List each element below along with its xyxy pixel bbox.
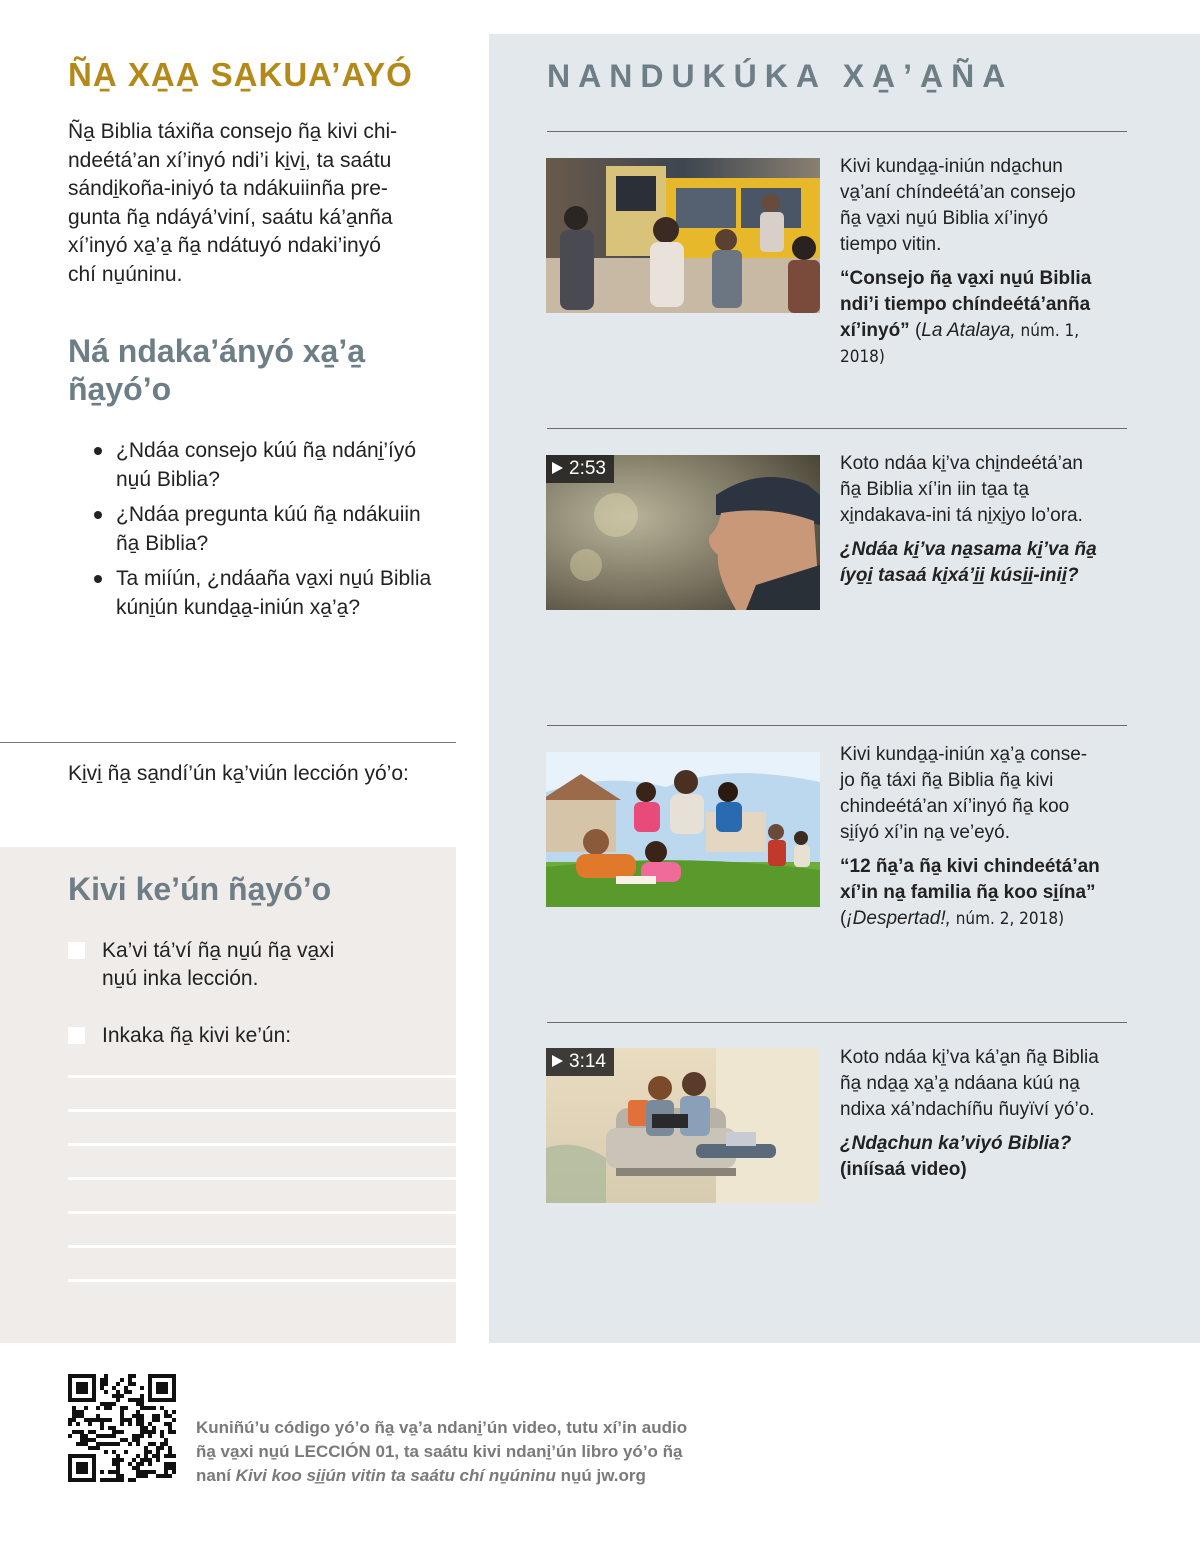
qr-module — [168, 1422, 172, 1426]
qr-module — [152, 1406, 156, 1410]
qr-module — [128, 1390, 132, 1394]
qr-finder — [76, 1462, 88, 1474]
qr-module — [140, 1470, 144, 1474]
qr-module — [148, 1458, 152, 1462]
qr-module — [140, 1430, 144, 1434]
item-text — [840, 451, 1120, 589]
qr-module — [76, 1410, 80, 1414]
qr-module — [140, 1414, 144, 1418]
qr-module — [140, 1434, 144, 1438]
qr-module — [136, 1410, 140, 1414]
qr-module — [104, 1378, 108, 1382]
qr-module — [128, 1418, 132, 1422]
qr-module — [168, 1462, 172, 1466]
writing-line[interactable] — [68, 1143, 456, 1146]
qr-module — [132, 1458, 136, 1462]
video-title: ¿Ndáa ki̱’va na̱sama ki̱’va ña̱ íyo̱i̱ tasaá ki̱xá’i̱i̱ kúsi̱i̱-inii̱? — [840, 539, 1097, 586]
qr-module — [108, 1442, 112, 1446]
writing-line[interactable] — [68, 1211, 456, 1214]
qr-module — [104, 1390, 108, 1394]
qr-module — [76, 1422, 80, 1426]
qr-module — [140, 1398, 144, 1402]
video-note: (iníísaá video) — [840, 1159, 967, 1180]
play-icon — [552, 462, 563, 474]
qr-module — [132, 1466, 136, 1470]
item-text — [840, 742, 1120, 932]
qr-module — [116, 1462, 120, 1466]
qr-module — [136, 1442, 140, 1446]
qr-module — [108, 1406, 112, 1410]
qr-module — [80, 1442, 84, 1446]
qr-module — [116, 1398, 120, 1402]
publication-name: La Atalaya, — [921, 320, 1016, 341]
qr-module — [164, 1410, 168, 1414]
qr-module — [144, 1430, 148, 1434]
qr-module — [116, 1454, 120, 1458]
qr-module — [124, 1406, 128, 1410]
qr-module — [88, 1418, 92, 1422]
qr-module — [136, 1414, 140, 1418]
qr-module — [128, 1462, 132, 1466]
qr-module — [172, 1418, 176, 1422]
qr-module — [140, 1474, 144, 1478]
qr-module — [100, 1470, 104, 1474]
qr-module — [124, 1386, 128, 1390]
qr-module — [100, 1422, 104, 1426]
qr-module — [152, 1454, 156, 1458]
goal-item — [68, 937, 448, 993]
writing-line[interactable] — [68, 1109, 456, 1112]
item-description: Kivi kunda̱a̱-iniún nda̱chun va̱’aní chíndeétá’an consejo ña̱ va̱xi nu̱ú Biblia xí’inyó tiempo vitin. — [840, 156, 1076, 255]
qr-module — [128, 1382, 132, 1386]
qr-module — [132, 1434, 136, 1438]
qr-module — [152, 1414, 156, 1418]
qr-module — [104, 1402, 108, 1406]
qr-module — [160, 1406, 164, 1410]
video-duration: 2:53 — [546, 455, 614, 483]
qr-module — [92, 1418, 96, 1422]
qr-module — [128, 1374, 132, 1378]
qr-module — [100, 1418, 104, 1422]
qr-module — [100, 1442, 104, 1446]
qr-module — [112, 1394, 116, 1398]
qr-module — [120, 1430, 124, 1434]
qr-module — [120, 1378, 124, 1382]
qr-module — [152, 1430, 156, 1434]
qr-module — [164, 1438, 168, 1442]
item-description: Koto ndáa ki̱’va chi̱ndeétá’an ña̱ Biblia xí’in iin ta̱a ta̱ xi̱ndakava-ini tá ni̱xi̱yo lo’ora. — [840, 453, 1083, 526]
qr-module — [164, 1470, 168, 1474]
qr-finder — [156, 1382, 168, 1394]
qr-module — [148, 1434, 152, 1438]
qr-module — [136, 1438, 140, 1442]
writing-line[interactable] — [68, 1245, 456, 1248]
left-divider — [0, 742, 456, 743]
qr-module — [116, 1442, 120, 1446]
qr-module — [164, 1414, 168, 1418]
qr-module — [136, 1462, 140, 1466]
article-reference[interactable]: “12 ña̱’a ña̱ kivi chindeétá’an xí’in na̱ familia ña̱ koo si̱ína” (¡Despertad!, núm. 2, 2018) — [840, 856, 1100, 929]
qr-module — [140, 1418, 144, 1422]
qr-module — [120, 1478, 124, 1482]
qr-module — [136, 1474, 140, 1478]
qr-module — [164, 1454, 168, 1458]
qr-module — [128, 1478, 132, 1482]
qr-module — [96, 1418, 100, 1422]
qr-module — [88, 1446, 92, 1450]
qr-module — [116, 1474, 120, 1478]
qr-module — [76, 1430, 80, 1434]
qr-module — [128, 1378, 132, 1382]
qr-module — [124, 1450, 128, 1454]
qr-module — [152, 1426, 156, 1430]
play-icon — [552, 1055, 563, 1067]
qr-module — [104, 1374, 108, 1378]
qr-module — [132, 1374, 136, 1378]
qr-module — [92, 1446, 96, 1450]
qr-module — [160, 1442, 164, 1446]
qr-module — [124, 1438, 128, 1442]
qr-module — [168, 1426, 172, 1430]
qr-module — [140, 1422, 144, 1426]
qr-module — [160, 1474, 164, 1478]
qr-module — [104, 1442, 108, 1446]
qr-module — [100, 1386, 104, 1390]
qr-module — [156, 1418, 160, 1422]
qr-module — [88, 1438, 92, 1442]
qr-module — [116, 1458, 120, 1462]
qr-module — [112, 1462, 116, 1466]
qr-module — [124, 1390, 128, 1394]
qr-code-icon — [68, 1374, 176, 1482]
main-heading: ÑA̱ XA̱A̱ SA̱KUA’AYÓ — [68, 56, 413, 93]
qr-module — [144, 1470, 148, 1474]
family-illustration — [546, 752, 820, 907]
qr-module — [172, 1462, 176, 1466]
qr-module — [76, 1414, 80, 1418]
qr-module — [80, 1434, 84, 1438]
qr-module — [116, 1394, 120, 1398]
qr-module — [164, 1462, 168, 1466]
qr-finder — [76, 1382, 88, 1394]
qr-module — [112, 1402, 116, 1406]
research-heading: NANDUKÚKA XA̱’A̱ÑA — [547, 58, 1014, 94]
qr-module — [104, 1406, 108, 1410]
qr-module — [120, 1414, 124, 1418]
qr-module — [112, 1458, 116, 1462]
qr-module — [132, 1382, 136, 1386]
publication-number: núm. 2, 2018) — [950, 909, 1065, 929]
qr-module — [140, 1406, 144, 1410]
qr-module — [144, 1450, 148, 1454]
item-description: Kivi kunda̱a̱-iniún xa̱’a̱ conse- jo ña̱ táxi ña̱ Biblia ña̱ kivi chindeétá’an xí’inyó ña̱ koo si̱íyó xí’in na̱ ve’eyó. — [840, 744, 1088, 843]
qr-module — [148, 1406, 152, 1410]
qr-module — [104, 1450, 108, 1454]
qr-module — [100, 1434, 104, 1438]
footer-text: Kuniñú’u código yó’o ña̱ va̱’a ndani̱’ún video, tutu xí’in audio ña̱ va̱xi nu̱ú LECCIÓN 01, ta saátu kivi ndani̱’ún libro yó’o ña̱ naní Kivi koo si̱i̱ún vitin ta saátu chí nu̱úninu nu̱ú jw.org — [196, 1418, 688, 1485]
qr-module — [164, 1466, 168, 1470]
video-title-link[interactable] — [840, 1131, 1120, 1183]
qr-module — [116, 1478, 120, 1482]
qr-module — [120, 1438, 124, 1442]
qr-module — [168, 1430, 172, 1434]
qr-module — [164, 1442, 168, 1446]
qr-module — [104, 1478, 108, 1482]
qr-module — [68, 1434, 72, 1438]
qr-module — [128, 1398, 132, 1402]
date-learned-label: Ki̱vi̱ ña̱ sa̱ndí’ún ka̱’viún lección yó’o: — [68, 762, 409, 785]
writing-line[interactable] — [68, 1279, 456, 1282]
qr-module — [88, 1422, 92, 1426]
qr-module — [100, 1426, 104, 1430]
qr-module — [140, 1462, 144, 1466]
qr-module — [144, 1406, 148, 1410]
qr-module — [104, 1418, 108, 1422]
qr-module — [92, 1430, 96, 1434]
qr-module — [96, 1414, 100, 1418]
qr-module — [112, 1426, 116, 1430]
qr-module — [136, 1470, 140, 1474]
qr-module — [132, 1414, 136, 1418]
intro-paragraph: Ña̱ Biblia táxiña consejo ña̱ kivi chi- ndeétá’an xí’inyó ndi’i ki̱vi̱, ta saátu sándi̱koña-iniyó ta ndákuiinña pre- gunta ña̱ ndáyá’viní, saátu ká’a̱nña xí’inyó xa̱’a̱ ña̱ ndátuyó ndaki’inyó chí nu̱úninu. — [68, 120, 398, 286]
family-image[interactable] — [546, 752, 820, 907]
item-divider — [547, 428, 1127, 429]
qr-module — [100, 1478, 104, 1482]
qr-module — [92, 1438, 96, 1442]
qr-module — [104, 1434, 108, 1438]
question-item: ¿Ndáa consejo kúú ña̱ ndáni̱’íyó nu̱ú Biblia? — [92, 436, 462, 494]
qr-module — [136, 1398, 140, 1402]
questions-list — [92, 436, 462, 628]
qr-module — [136, 1466, 140, 1470]
qr-module — [156, 1454, 160, 1458]
qr-module — [96, 1406, 100, 1410]
qr-module — [100, 1378, 104, 1382]
couple-reading-video-thumbnail[interactable] — [546, 1048, 820, 1203]
qr-module — [144, 1454, 148, 1458]
video-title: ¿Nda̱chun ka’viyó Biblia? — [840, 1133, 1072, 1154]
qr-module — [148, 1470, 152, 1474]
item-text — [840, 154, 1120, 370]
publication-name: ¡Despertad!, — [846, 908, 951, 929]
qr-module — [108, 1434, 112, 1438]
qr-module — [164, 1422, 168, 1426]
qr-module — [112, 1450, 116, 1454]
goals-heading: Kivi ke’ún ña̱yó’o — [68, 871, 332, 907]
qr-module — [132, 1478, 136, 1482]
question-item: Ta miíún, ¿ndáaña va̱xi nu̱ú Biblia kúni̱ún kunda̱a̱-iniún xa̱’a̱? — [92, 564, 462, 622]
qr-module — [84, 1418, 88, 1422]
qr-module — [80, 1414, 84, 1418]
qr-module — [88, 1430, 92, 1434]
qr-module — [84, 1438, 88, 1442]
qr-module — [172, 1470, 176, 1474]
qr-module — [144, 1426, 148, 1430]
book-title: Kivi koo si̱i̱ún vitin ta saátu chí nu̱úninu — [235, 1466, 556, 1485]
item-divider — [547, 1022, 1127, 1023]
article-title: “12 ña̱’a ña̱ kivi chindeétá’an xí’in na̱ familia ña̱ koo si̱ína” — [840, 856, 1100, 903]
qr-module — [152, 1470, 156, 1474]
qr-module — [108, 1426, 112, 1430]
qr-module — [120, 1458, 124, 1462]
qr-module — [172, 1430, 176, 1434]
qr-module — [124, 1418, 128, 1422]
article-reference[interactable]: “Consejo ña̱ va̱xi nu̱ú Biblia ndi’i tiempo chíndeétá’anña xí’inyó” (La Atalaya, núm. 1, 2018) — [840, 268, 1092, 367]
qr-module — [120, 1394, 124, 1398]
qr-module — [72, 1414, 76, 1418]
qr-module — [120, 1410, 124, 1414]
qr-module — [148, 1450, 152, 1454]
qr-module — [112, 1386, 116, 1390]
qr-module — [112, 1430, 116, 1434]
qr-module — [152, 1418, 156, 1422]
qr-module — [120, 1422, 124, 1426]
qr-module — [116, 1470, 120, 1474]
qr-module — [156, 1458, 160, 1462]
qr-module — [72, 1406, 76, 1410]
qr-module — [140, 1458, 144, 1462]
goals-panel — [0, 847, 456, 1343]
qr-module — [160, 1446, 164, 1450]
qr-module — [72, 1410, 76, 1414]
qr-module — [156, 1450, 160, 1454]
qr-module — [84, 1434, 88, 1438]
video-duration: 3:14 — [546, 1048, 614, 1076]
qr-module — [108, 1402, 112, 1406]
qr-module — [84, 1406, 88, 1410]
qr-module — [148, 1462, 152, 1466]
qr-module — [168, 1466, 172, 1470]
goal-text: Inkaka ña̱ kivi ke’ún: — [102, 1024, 292, 1047]
qr-module — [112, 1434, 116, 1438]
qr-module — [168, 1474, 172, 1478]
qr-module — [136, 1418, 140, 1422]
qr-module — [132, 1398, 136, 1402]
qr-module — [72, 1418, 76, 1422]
qr-module — [112, 1470, 116, 1474]
qr-module — [108, 1470, 112, 1474]
qr-module — [76, 1442, 80, 1446]
qr-module — [100, 1382, 104, 1386]
qr-module — [172, 1410, 176, 1414]
qr-module — [144, 1474, 148, 1478]
qr-module — [144, 1446, 148, 1450]
qr-module — [116, 1430, 120, 1434]
qr-module — [148, 1422, 152, 1426]
qr-module — [96, 1442, 100, 1446]
item-divider — [547, 725, 1127, 726]
qr-code[interactable] — [68, 1374, 176, 1482]
train-station-illustration — [546, 158, 820, 313]
qr-module — [68, 1418, 72, 1422]
qr-module — [148, 1430, 152, 1434]
qr-module — [140, 1402, 144, 1406]
video-title-link[interactable] — [840, 537, 1120, 589]
qr-module — [132, 1438, 136, 1442]
qr-module — [116, 1390, 120, 1394]
goal-checkbox[interactable] — [68, 942, 85, 959]
goal-item — [68, 1022, 448, 1050]
qr-module — [168, 1450, 172, 1454]
qr-module — [108, 1418, 112, 1422]
qr-module — [128, 1442, 132, 1446]
item-description: Koto ndáa ki̱’va ká’a̱n ña̱ Biblia ña̱ nda̱a̱ xa̱’a̱ ndáana kúú na̱ ndixa xá’ndachíñu ñuyïví yó’o. — [840, 1047, 1099, 1120]
qr-module — [140, 1386, 144, 1390]
qr-module — [164, 1474, 168, 1478]
qr-module — [172, 1466, 176, 1470]
writing-line[interactable] — [68, 1075, 456, 1078]
qr-module — [80, 1430, 84, 1434]
qr-module — [156, 1474, 160, 1478]
item-text — [840, 1045, 1120, 1183]
qr-module — [112, 1442, 116, 1446]
qr-module — [168, 1446, 172, 1450]
qr-module — [96, 1434, 100, 1438]
qr-module — [156, 1446, 160, 1450]
qr-module — [80, 1438, 84, 1442]
qr-module — [116, 1382, 120, 1386]
qr-module — [140, 1426, 144, 1430]
qr-module — [172, 1454, 176, 1458]
qr-module — [140, 1394, 144, 1398]
question-item: ¿Ndáa pregunta kúú ña̱ ndákuiin ña̱ Biblia? — [92, 500, 462, 558]
qr-module — [168, 1414, 172, 1418]
goal-text: Ka’vi tá’ví ña̱ nu̱ú ña̱ va̱xi nu̱ú inka lección. — [102, 939, 335, 990]
qr-module — [156, 1414, 160, 1418]
qr-module — [108, 1478, 112, 1482]
qr-module — [144, 1458, 148, 1462]
qr-module — [100, 1402, 104, 1406]
item-divider — [547, 131, 1127, 132]
qr-module — [120, 1406, 124, 1410]
train-station-image[interactable] — [546, 158, 820, 313]
qr-module — [96, 1446, 100, 1450]
qr-module — [136, 1422, 140, 1426]
qr-module — [128, 1422, 132, 1426]
qr-module — [160, 1430, 164, 1434]
qr-module — [136, 1434, 140, 1438]
qr-module — [80, 1410, 84, 1414]
research-panel — [489, 34, 1200, 1343]
qr-module — [136, 1454, 140, 1458]
qr-module — [72, 1430, 76, 1434]
qr-module — [168, 1454, 172, 1458]
qr-module — [120, 1474, 124, 1478]
qr-module — [160, 1434, 164, 1438]
writing-line[interactable] — [68, 1177, 456, 1180]
qr-module — [104, 1382, 108, 1386]
article-title: “Consejo ña̱ va̱xi nu̱ú Biblia ndi’i tiempo chíndeétá’anña xí’inyó” — [840, 268, 1092, 341]
questions-heading: Ná ndaka’ányó xa̱’a̱ ña̱yó’o — [68, 333, 366, 407]
man-video-thumbnail[interactable] — [546, 455, 820, 610]
publication-number: núm. 1, 2018) — [840, 321, 1080, 367]
qr-module — [136, 1402, 140, 1406]
qr-module — [68, 1422, 72, 1426]
qr-module — [116, 1466, 120, 1470]
qr-module — [152, 1442, 156, 1446]
qr-module — [148, 1442, 152, 1446]
qr-module — [84, 1442, 88, 1446]
qr-module — [120, 1418, 124, 1422]
qr-module — [112, 1478, 116, 1482]
goal-checkbox[interactable] — [68, 1027, 85, 1044]
